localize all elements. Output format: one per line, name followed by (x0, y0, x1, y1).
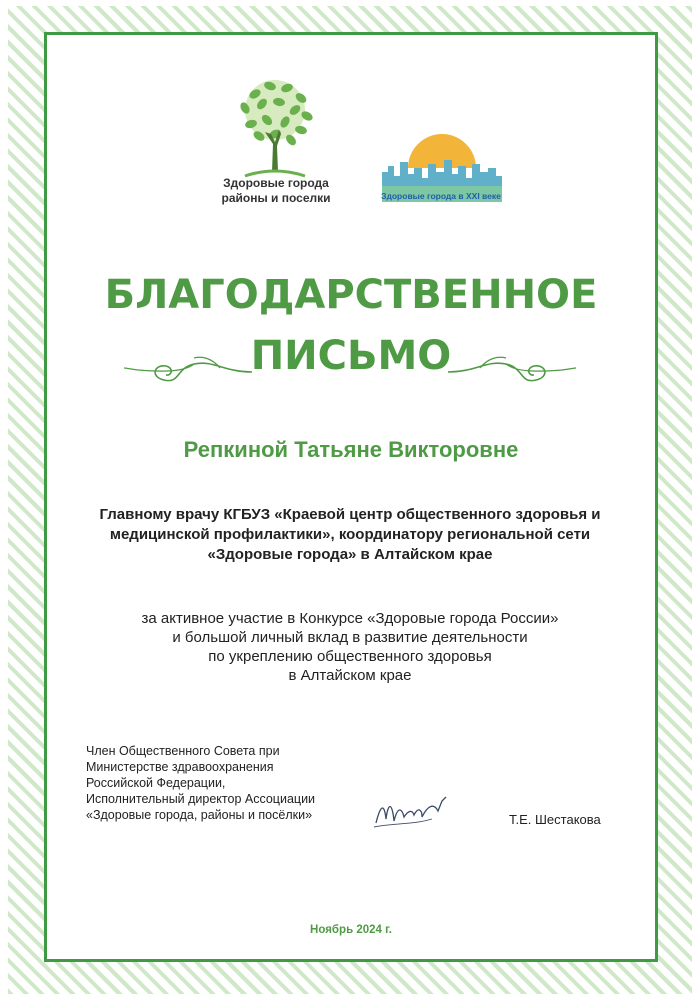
flourish-left-icon (124, 350, 254, 390)
logo-right-caption: Здоровые города в XXI веке (381, 191, 501, 201)
position-line: Главному врачу КГБУЗ «Краевой центр общественного здоровья и (99, 506, 601, 523)
reason-line: за активное участие в Конкурсе «Здоровые города России» (141, 610, 559, 627)
signer-line: Министерстве здравоохранения (86, 760, 274, 774)
logo-left-caption (196, 176, 356, 206)
signer-title (86, 743, 346, 823)
document-date: Ноябрь 2024 г. (310, 924, 392, 936)
signer-name: Т.Е. Шестакова (509, 812, 601, 827)
reason-line: и большой личный вклад в развитие деятельности (172, 629, 528, 646)
logo-left-line2: районы и поселки (221, 191, 331, 205)
gratitude-reason (90, 609, 610, 685)
document-title-line1: БЛАГОДАРСТВЕННОЕ (104, 272, 598, 318)
document-title-line2: ПИСЬМО (250, 333, 452, 379)
handwritten-signature-icon (372, 793, 458, 833)
position-line: медицинской профилактики», координатору региональной сети (109, 526, 591, 543)
signer-line: Член Общественного Совета при (86, 744, 280, 758)
signer-line: Исполнительный директор Ассоциации (86, 792, 316, 806)
signer-line: Российской Федерации, (86, 776, 226, 790)
logo-left-line1: Здоровые города (223, 176, 329, 190)
signer-line: «Здоровые города, районы и посёлки» (86, 808, 313, 822)
reason-line: в Алтайском крае (288, 667, 412, 684)
reason-line: по укреплению общественного здоровья (208, 648, 492, 665)
flourish-right-icon (446, 350, 576, 390)
recipient-position (80, 505, 620, 565)
recipient-name: Репкиной Татьяне Викторовне (183, 437, 519, 462)
position-line: «Здоровые города» в Алтайском крае (207, 546, 493, 563)
